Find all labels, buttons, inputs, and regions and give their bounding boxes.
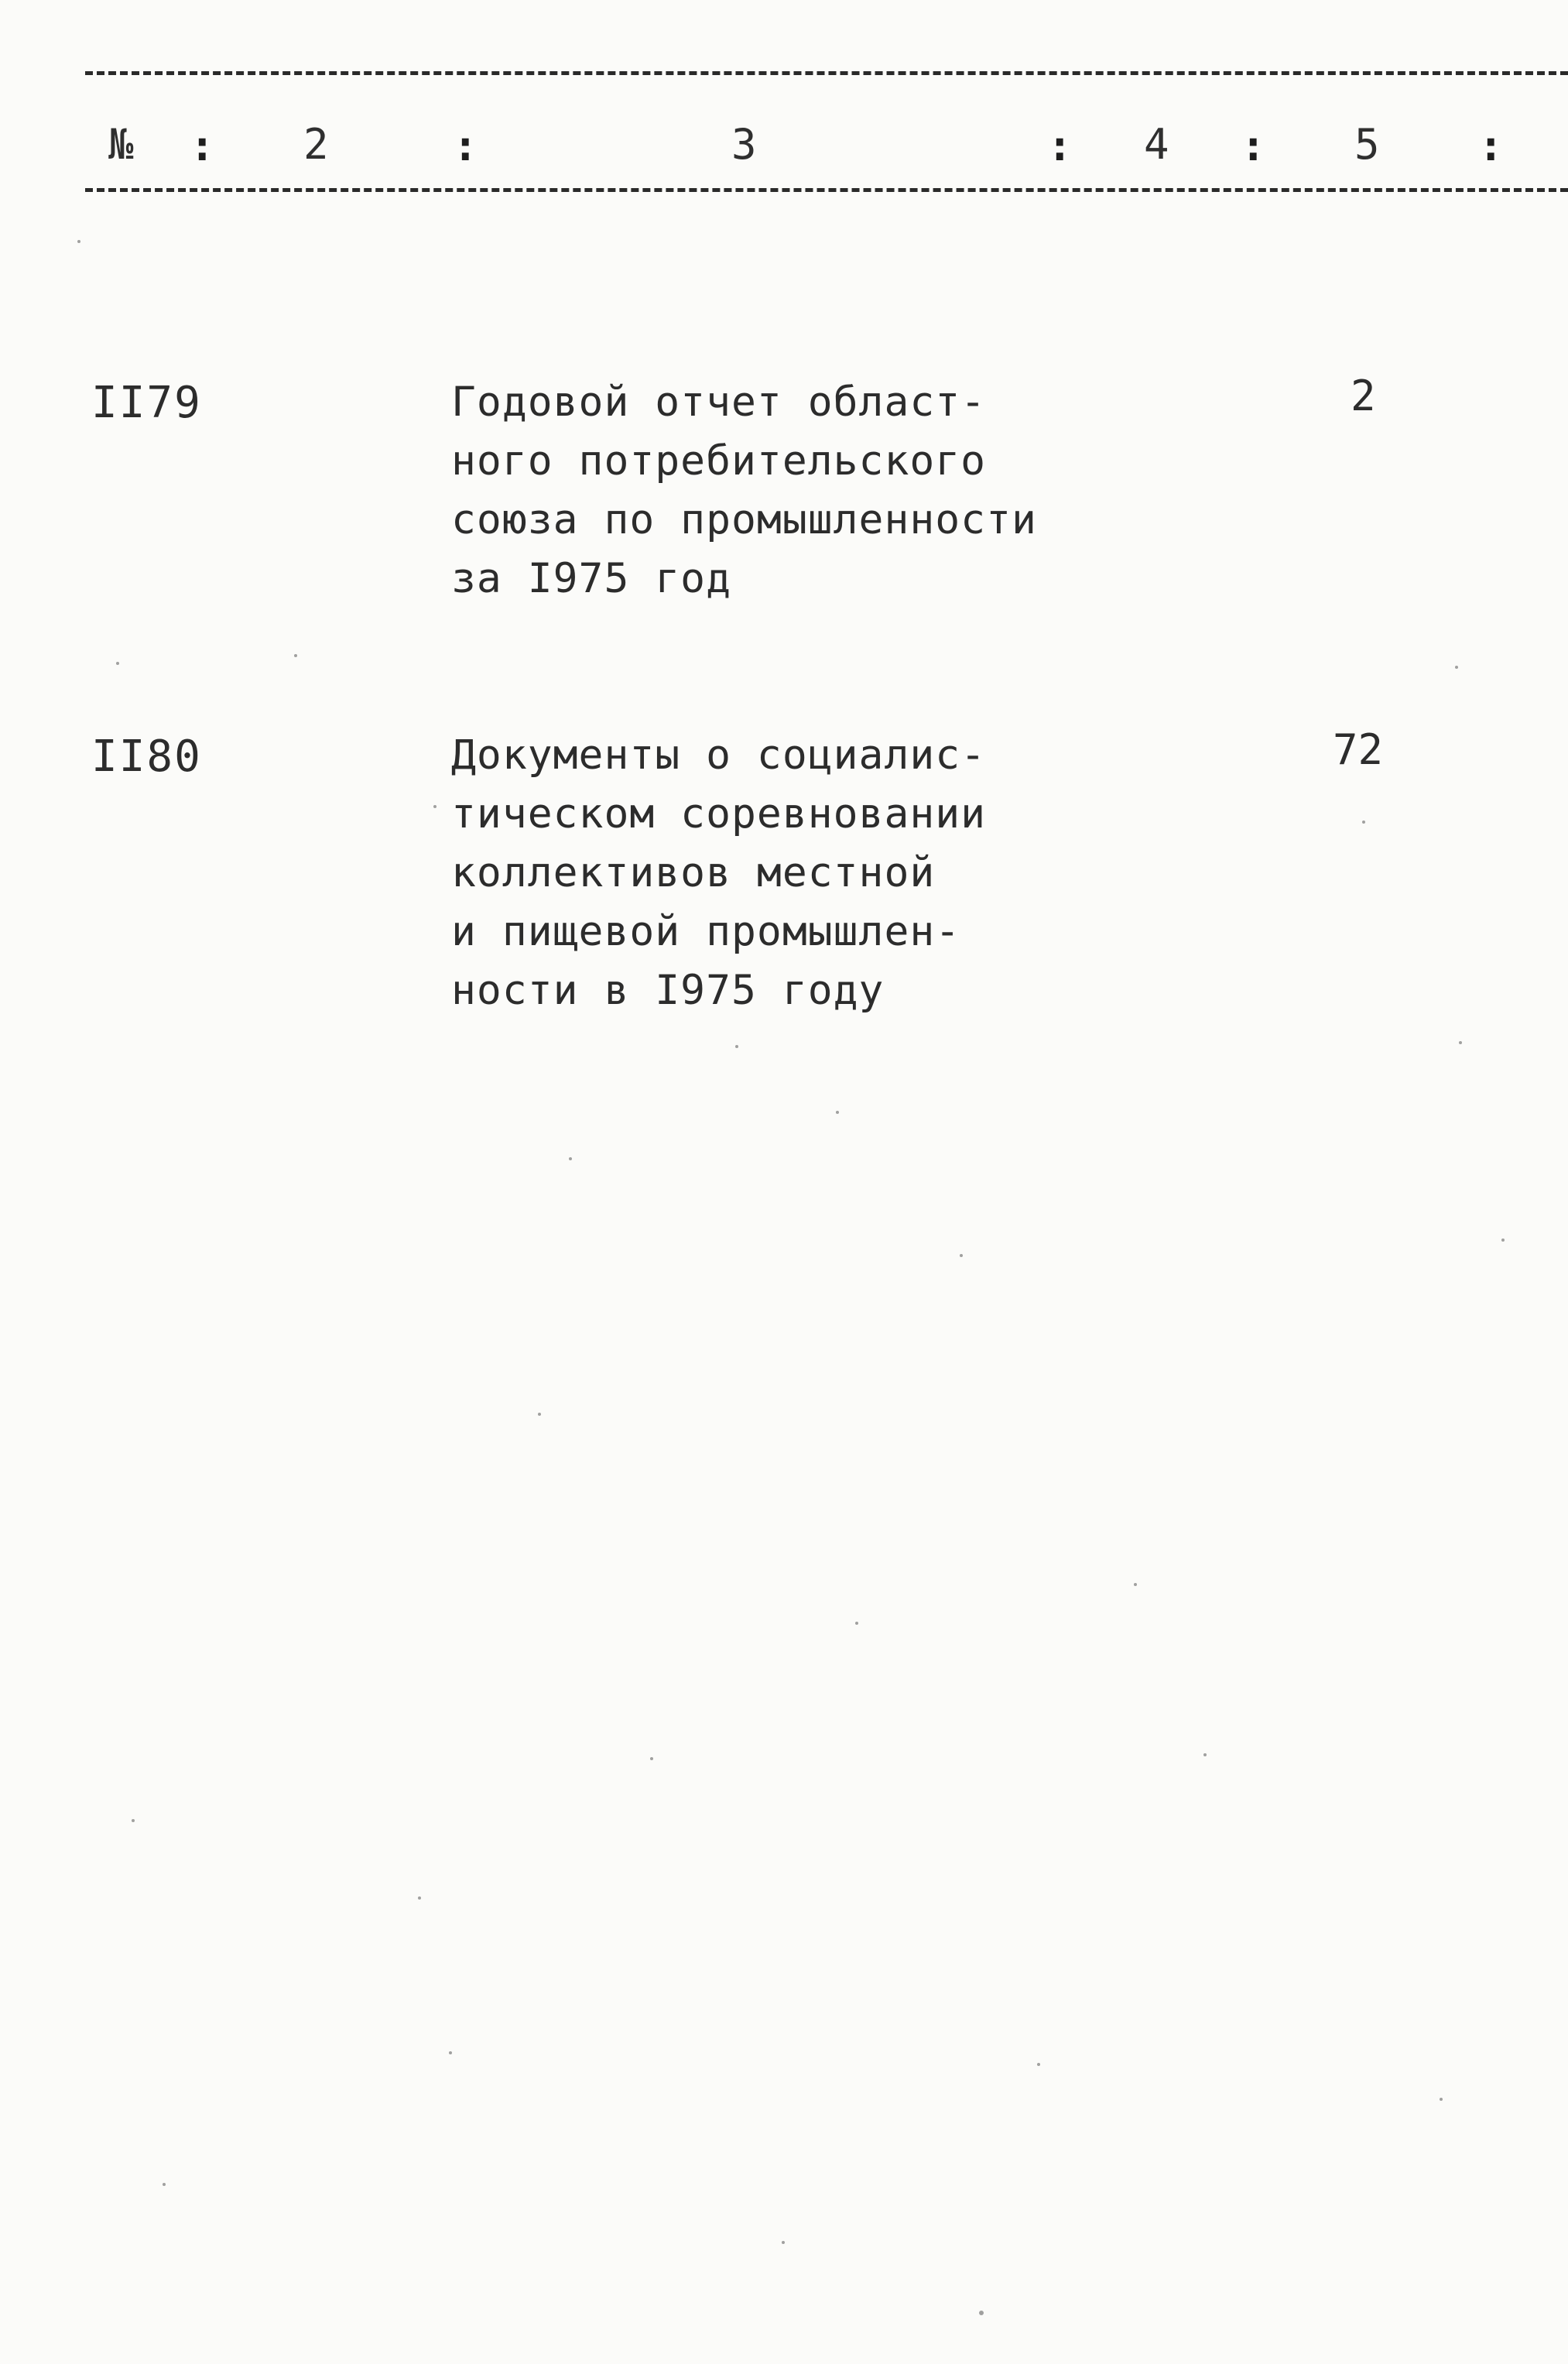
row-number: II80 [91,731,202,782]
header-separator: : [453,122,478,170]
header-bottom-rule [85,188,1568,192]
row-sheet-count: 72 [1333,725,1384,774]
description-line: тическом соревновании [451,790,987,838]
description-line: союза по промышленности [451,496,1037,543]
header-separator: : [1478,122,1504,170]
description-line: Годовой отчет област- [451,379,987,426]
description-line: Документы о социалис- [451,731,987,779]
description-line: ности в I975 году [451,967,885,1014]
header-separator: : [1241,122,1266,170]
header-col-1: № [108,120,134,169]
description-line: ного потребительского [451,437,987,485]
header-col-2: 2 [303,120,329,169]
row-number: II79 [91,378,202,428]
header-col-5: 5 [1354,120,1380,169]
header-col-3: 3 [731,120,757,169]
header-separator: : [190,122,215,170]
row-sheet-count: 2 [1351,372,1376,420]
header-col-4: 4 [1144,120,1169,169]
header-separator: : [1047,122,1073,170]
header-top-rule [85,71,1568,75]
description-line: и пищевой промышлен- [451,908,961,955]
row-description [451,373,1148,608]
description-line: за I975 год [451,555,731,602]
row-description [451,726,1148,1020]
description-line: коллективов местной [451,849,936,896]
